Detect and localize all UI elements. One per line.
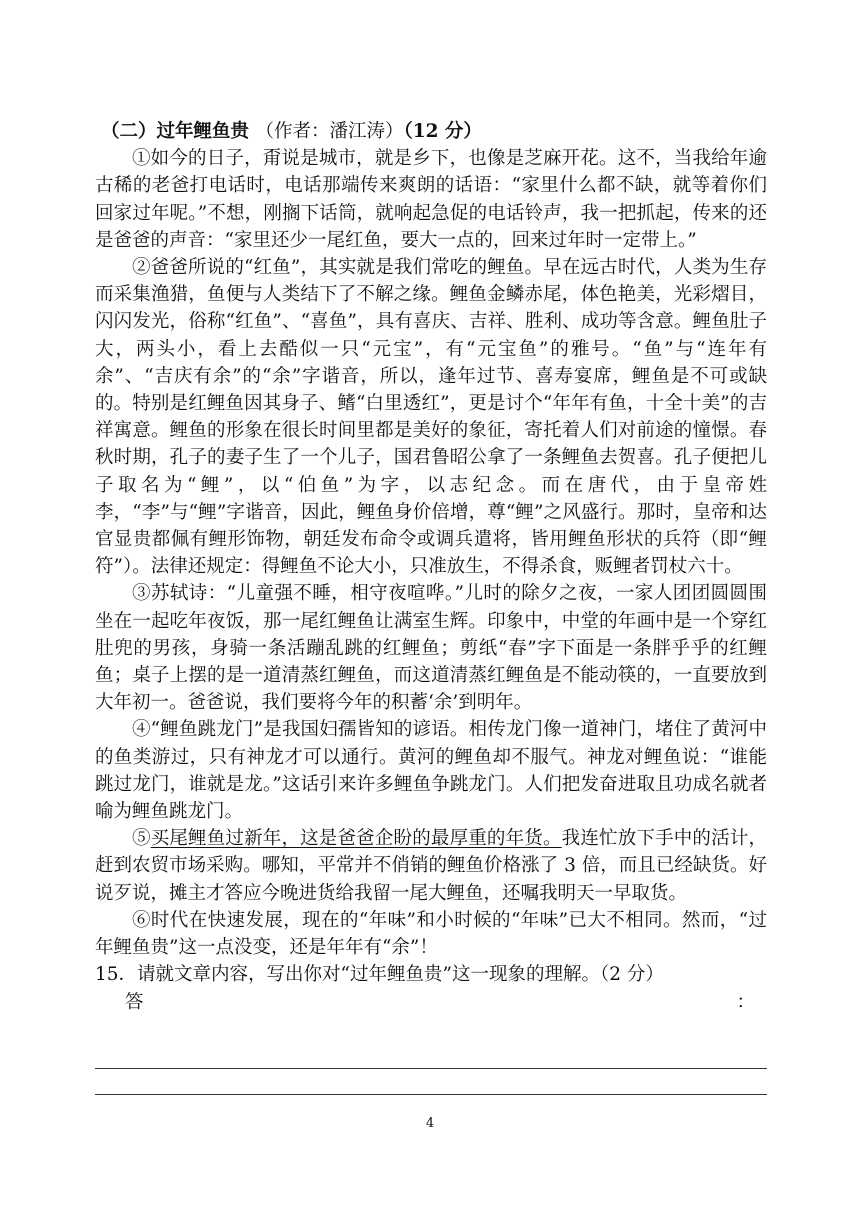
answer-colon: ： — [736, 991, 755, 1013]
paragraph-5-rest: 我连忙放下手中的活计，赶到农贸市场采购。哪知，平常并不俏销的鲤鱼价格涨了 3 倍，而且已经缺货。好说歹说，摊主才答应今晚进货给我留一尾大鲤鱼，还嘱我明天一早取货。 — [95, 828, 767, 904]
answer-label: 答 — [125, 991, 144, 1013]
paragraph-4: ④“鲤鱼跳龙门”是我国妇孺皆知的谚语。相传龙门像一道神门，堵住了黄河中的鱼类游过，只有神龙才可以通行。黄河的鲤鱼却不服气。神龙对鲤鱼说：“谁能跳过龙门，谁就是龙。”这话引来许多鲤鱼争跳龙门。人们把发奋进取且功成名就者喻为鲤鱼跳龙门。 — [95, 719, 767, 823]
paragraph-3: ③苏轼诗：“儿童强不睡，相守夜喧哗。”儿时的除夕之夜，一家人团团圆圆围坐在一起吃年夜饭，那一尾红鲤鱼让满室生辉。印象中，中堂的年画中是一个穿红肚兜的男孩，身骑一条活蹦乱跳的红鲤鱼；剪纸“春”字下面是一条胖乎乎的红鲤鱼；桌子上摆的是一道清蒸红鲤鱼，而这道清蒸红鲤鱼是不能动筷的，一直要放到大年初一。爸爸说，我们要将今年的积蓄‘余’到明年。 — [95, 583, 767, 714]
section-heading — [95, 118, 767, 145]
paragraph-1: ①如今的日子，甭说是城市，就是乡下，也像是芝麻开花。这不，当我给年逾古稀的老爸打电话时，电话那端传来爽朗的话语：“家里什么都不缺，就等着你们回家过年呢。”不想，刚搁下话筒，就响起急促的电话铃声，我一把抓起，传来的还是爸爸的声音：“家里还少一尾红鱼，要大一点的，回来过年时一定带上。” — [95, 148, 767, 251]
answer-line-2[interactable] — [95, 1094, 767, 1095]
paragraph-5-marker: ⑤ — [132, 828, 151, 850]
section-score: （12 分） — [403, 121, 482, 142]
answer-line-1[interactable] — [95, 1068, 767, 1069]
paragraph-6: ⑥时代在快速发展，现在的“年味”和小时候的“年味”已大不相同。然而，“过年鲤鱼贵”这一点没变，还是年年有“余”！ — [95, 909, 767, 959]
page-number: 4 — [425, 1116, 435, 1131]
paragraph-5 — [95, 825, 767, 907]
answer-line-label — [95, 989, 767, 1016]
section-author: （作者：潘江涛） — [255, 121, 404, 142]
section-title: （二）过年鲤鱼贵 — [101, 121, 250, 142]
paragraph-2: ②爸爸所说的“红鱼”，其实就是我们常吃的鲤鱼。早在远古时代，人类为生存而采集渔猎，鱼便与人类结下了不解之缘。鲤鱼金鳞赤尾，体色艳美，光彩熠目，闪闪发光，俗称“红鱼”、“喜鱼”，具有喜庆、吉祥、胜利、成功等含意。鲤鱼肚子大，两头小，看上去酷似一只“元宝”，有“元宝鱼”的雅号。“鱼”与“连年有余”、“吉庆有余”的“余”字谐音，所以，逢年过节、喜寿宴席，鲤鱼是不可或缺的。特别是红鲤鱼因其身子、鳍“白里透红”，更是讨个“年年有鱼，十全十美”的吉祥寓意。鲤鱼的形象在很长时间里都是美好的象征，寄托着人们对前途的憧憬。春秋时期，孔子的妻子生了一个儿子，国君鲁昭公拿了一条鲤鱼去贺喜。孔子便把儿子取名为“鲤”，以“伯鱼”为字，以志纪念。而在唐代，由于皇帝姓李，“李”与“鲤”字谐音，因此，鲤鱼身价倍增，尊“鲤”之风盛行。那时，皇帝和达官显贵都佩有鲤形饰物，朝廷发布命令或调兵遣将，皆用鲤鱼形状的兵符（即“鲤符”）。法律还规定：得鲤鱼不论大小，只准放生，不得杀食，贩鲤者罚杖六十。 — [95, 257, 767, 578]
passage — [95, 118, 767, 1016]
question-15: 15．请就文章内容，写出你对“过年鲤鱼贵”这一现象的理解。（2 分） — [95, 964, 664, 986]
underlined-sentence: 买尾鲤鱼过新年，这是爸爸企盼的最厚重的年货。 — [150, 828, 562, 850]
